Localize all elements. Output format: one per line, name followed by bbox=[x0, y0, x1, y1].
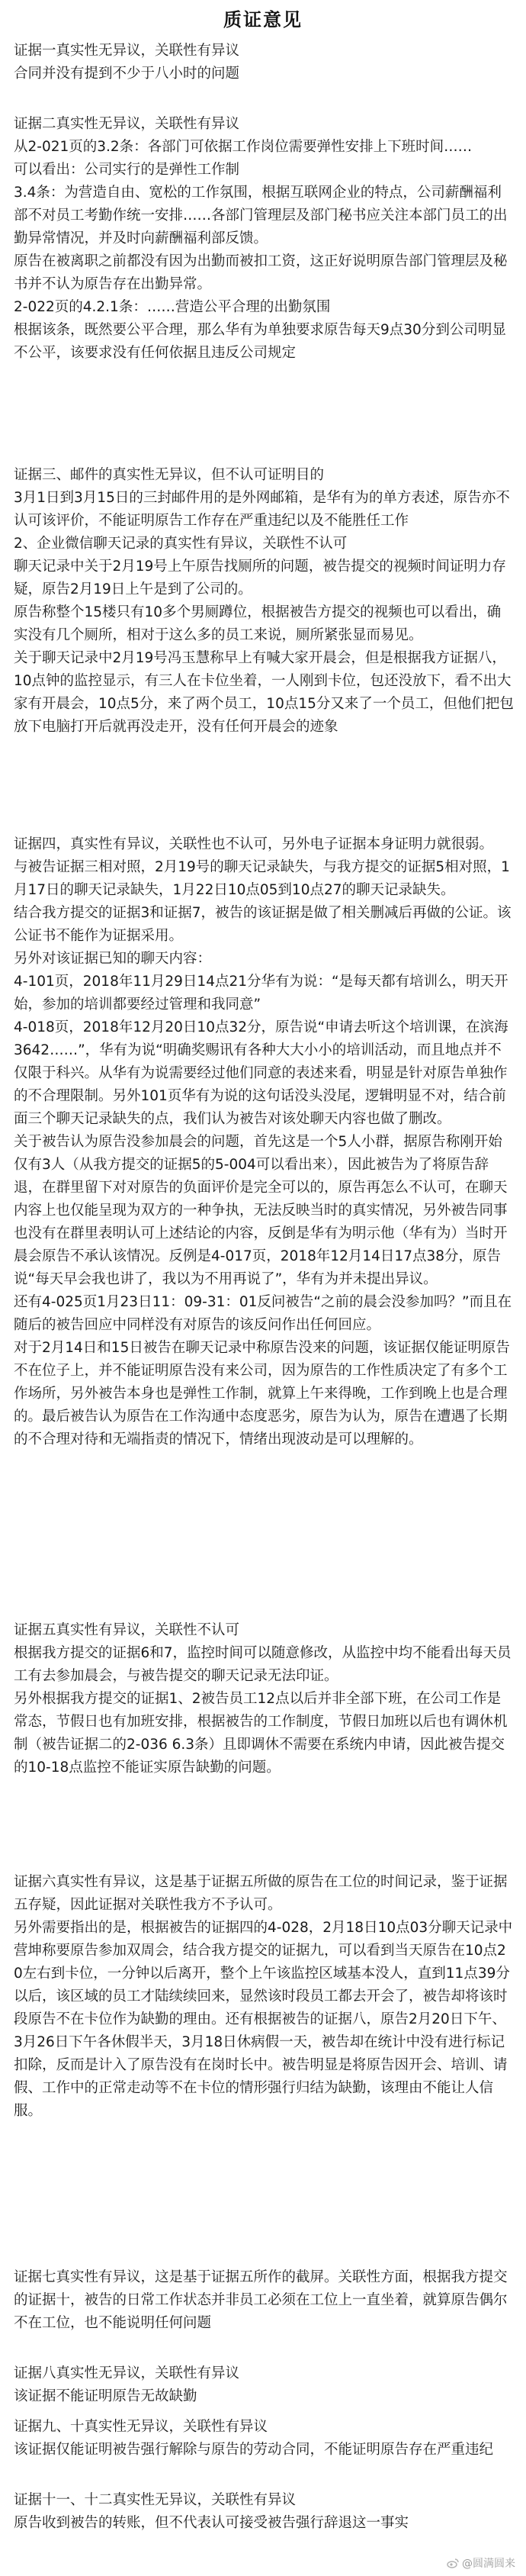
paragraph: 4-101页，2018年11月29日14点21分华有为说：“是每天都有培训么，明天开始，参加的培训都要经过管理和我同意” bbox=[14, 974, 508, 1013]
evidence-6-section bbox=[14, 1871, 514, 2123]
paragraph: 聊天记录中关于2月19号上午原告找厕所的问题，被告提交的视频时间证明力存疑，原告2月19日上午是到了公司的。 bbox=[14, 559, 506, 597]
paragraph: 关于聊天记录中2月19号冯玉慧称早上有喊大家开晨会，但是根据我方证据八，10点钟的监控显示，有三人在卡位坐着，一人刚到卡位，包还没放下，看不出大家有开晨会，10点5分，来了两个员工，10点15分又来了一个员工，但他们把包放下电脑打开后就再没走开，没有任何开晨会的迹象 bbox=[14, 650, 514, 735]
paragraph: 证据八真实性无异议，关联性有异议 bbox=[14, 2365, 240, 2381]
evidence-8-section bbox=[14, 2362, 514, 2408]
paragraph: 原告收到被告的转账，但不代表认可接受被告强行辞退这一事实 bbox=[14, 2515, 409, 2531]
evidence-2-section bbox=[14, 113, 514, 365]
weibo-logo-icon bbox=[447, 2557, 459, 2569]
paragraph: 证据二真实性无异议，关联性有异议 bbox=[14, 116, 240, 132]
paragraph: 另外对该证据已知的聊天内容： bbox=[14, 951, 212, 967]
paragraph: 证据四，真实性有异议，关联性也不认可，另外电子证据本身证明力就很弱。 bbox=[14, 836, 494, 852]
paragraph: 证据一真实性无异议，关联性有异议 bbox=[14, 43, 240, 59]
paragraph: 该证据仅能证明被告强行解除与原告的劳动合同，不能证明原告存在严重违纪 bbox=[14, 2442, 494, 2458]
evidence-3-section bbox=[14, 464, 514, 739]
paragraph: 2-022页的4.2.1条：……营造公平合理的出勤氛围 bbox=[14, 299, 331, 315]
paragraph: 根据该条，既然要公平合理，那么华有为单独要求原告每天9点30分到公司明显不公平，该要求没有任何依据且违反公司规定 bbox=[14, 322, 506, 361]
paragraph: 该证据不能证明原告无故缺勤 bbox=[14, 2388, 197, 2404]
paragraph: 3.4条：为营造自由、宽松的工作氛围，根据互联网企业的特点，公司薪酬福利部不对员工考勤作统一安排……各部门管理层及部门秘书应关注本部门员工的出勤异常情况，并及时向薪酬福利部反馈。 bbox=[14, 185, 508, 246]
evidence-9-10-section bbox=[14, 2416, 514, 2462]
paragraph: 关于被告认为原告没参加晨会的问题，首先这是一个5人小群，据原告称刚开始仅有3人（从我方提交的证据5的5-004可以看出来），因此被告为了将原告辞退，在群里留下对对原告的负面评价是完全可以的，原告再怎么不认可，在聊天内容上也仅能呈现为双方的一种争执，无法反映当时的真实情况，另外被告同事也没有在群里表明认可上述结论的内容，反倒是华有为明示他（华有为）当时开晨会原告不承认该情况。反例是4-017页，2018年12月14日17点38分，原告说“每天早会我也讲了，我以为不用再说了”，华有为并未提出异议。 bbox=[14, 1134, 508, 1287]
paragraph: 从2-021页的3.2条：各部门可依据工作岗位需要弹性安排上下班时间…… bbox=[14, 139, 473, 155]
paragraph: 证据三、邮件的真实性无异议，但不认可证明目的 bbox=[14, 467, 325, 483]
evidence-1-section bbox=[14, 40, 514, 85]
watermark-text: @圆满圆来 bbox=[462, 2558, 515, 2570]
paragraph: 另外根据我方提交的证据1、2被告员工12点以后并非全部下班，在公司工作是常态，节假日也有加班安排，根据被告的工作制度，节假日加班以后也有调休机制（被告证据二的2-036 6.3条）且即调休不需要在系统内申请，因此被告提交的10-18点监控不能证实原告缺勤的问题。 bbox=[14, 1691, 508, 1776]
paragraph: 结合我方提交的证据3和证据7，被告的该证据是做了相关删减后再做的公证。该公证书不能作为证据采用。 bbox=[14, 905, 512, 944]
paragraph: 原告称整个15楼只有10多个男厕蹲位，根据被告方提交的视频也可以看出，确实没有几个厕所，相对于这么多的员工来说，厕所紧张显而易见。 bbox=[14, 604, 502, 643]
evidence-11-12-section bbox=[14, 2489, 514, 2535]
paragraph: 可以看出：公司实行的是弹性工作制 bbox=[14, 162, 240, 178]
paragraph: 合同并没有提到不少于八小时的问题 bbox=[14, 66, 240, 82]
paragraph: 还有4-025页1月23日11：09-31：01反问被告“之前的晨会没参加吗？”而且在随后的被告回应中同样没有对原告的该反问作出任何回应。 bbox=[14, 1294, 512, 1333]
paragraph: 证据六真实性有异议，这是基于证据五所做的原告在工位的时间记录，鉴于证据五存疑，因此证据对关联性我方不予认可。 bbox=[14, 1874, 508, 1913]
paragraph: 根据我方提交的证据6和7，监控时间可以随意修改，从监控中均不能看出每天员工有去参加晨会，与被告提交的聊天记录无法印证。 bbox=[14, 1645, 512, 1684]
watermark bbox=[447, 2556, 515, 2571]
evidence-7-section bbox=[14, 2266, 514, 2335]
paragraph: 对于2月14日和15日被告在聊天记录中称原告没来的问题，该证据仅能证明原告不在位子上，并不能证明原告没有来公司，因为原告的工作性质决定了有多个工作场所，另外被告本身也是弹性工作制，就算上午来得晚，工作到晚上也是合理的。最后被告认为原告在工作沟通中态度恶劣，原告为认为，原告在遭遇了长期的不合理对待和无端指责的情况下，情绪出现波动是可以理解的。 bbox=[14, 1340, 510, 1447]
paragraph: 另外需要指出的是，根据被告的证据四的4-028，2月18日10点03分聊天记录中营坤称要原告参加双周会，结合我方提交的证据九，可以看到当天原告在10点20左右到卡位，一分钟以后离开，整个上午该监控区域基本没人，直到11点39分以后，该区域的员工才陆续续回来，显然该时段员工都去开会了，被告却将该时段原告不在卡位作为缺勤的理由。还有根据被告的证据八，原告2月20日下午、3月26日下午各休假半天，3月18日休病假一天，被告却在统计中没有进行标记扣除，反而是计入了原告没有在岗时长中。被告明显是将原告因开会、培训、请假、工作中的正常走动等不在卡位的情形强行归结为缺勤，该理由不能让人信服。 bbox=[14, 1920, 513, 2119]
evidence-4-section bbox=[14, 833, 514, 1451]
paragraph: 与被告证据三相对照，2月19号的聊天记录缺失，与我方提交的证据5相对照，1月17日的聊天记录缺失，1月22日10点05到10点27的聊天记录缺失。 bbox=[14, 859, 510, 898]
paragraph: 2、企业微信聊天记录的真实性有异议，关联性不认可 bbox=[14, 536, 348, 552]
paragraph: 证据七真实性有异议，这是基于证据五所作的截屏。关联性方面，根据我方提交的证据十，被告的日常工作状态并非员工必须在工位上一直坐着，就算原告偶尔不在工位，也不能说明任何问题 bbox=[14, 2269, 508, 2331]
paragraph: 证据十一、十二真实性无异议，关联性有异议 bbox=[14, 2492, 297, 2508]
evidence-5-section bbox=[14, 1619, 514, 1779]
paragraph: 4-018页，2018年12月20日10点32分，原告说“申请去听这个培训课，在滨海3642……”，华有为说“明确奖赐讯有各种大大小小的培训活动，而且地点并不仅限于科兴。从华有为说需要经过他们同意的表述来看，明显是针对原告单独作的不合理限制。另外101页华有为说的这句话没头没尾，逻辑明显不对，结合前面三个聊天记录缺失的点，我们认为被告对该处聊天内容也做了删改。 bbox=[14, 1019, 508, 1127]
paragraph: 原告在被离职之前都没有因为出勤而被扣工资，这正好说明原告部门管理层及秘书并不认为原告存在出勤异常。 bbox=[14, 253, 508, 292]
paragraph: 证据九、十真实性无异议，关联性有异议 bbox=[14, 2419, 268, 2435]
page-title: 质证意见 bbox=[223, 9, 303, 31]
paragraph: 3月1日到3月15日的三封邮件用的是外网邮箱，是华有为的单方表述，原告亦不认可该评价，不能证明原告工作存在严重违纪以及不能胜任工作 bbox=[14, 490, 510, 529]
paragraph: 证据五真实性有异议，关联性不认可 bbox=[14, 1622, 240, 1638]
